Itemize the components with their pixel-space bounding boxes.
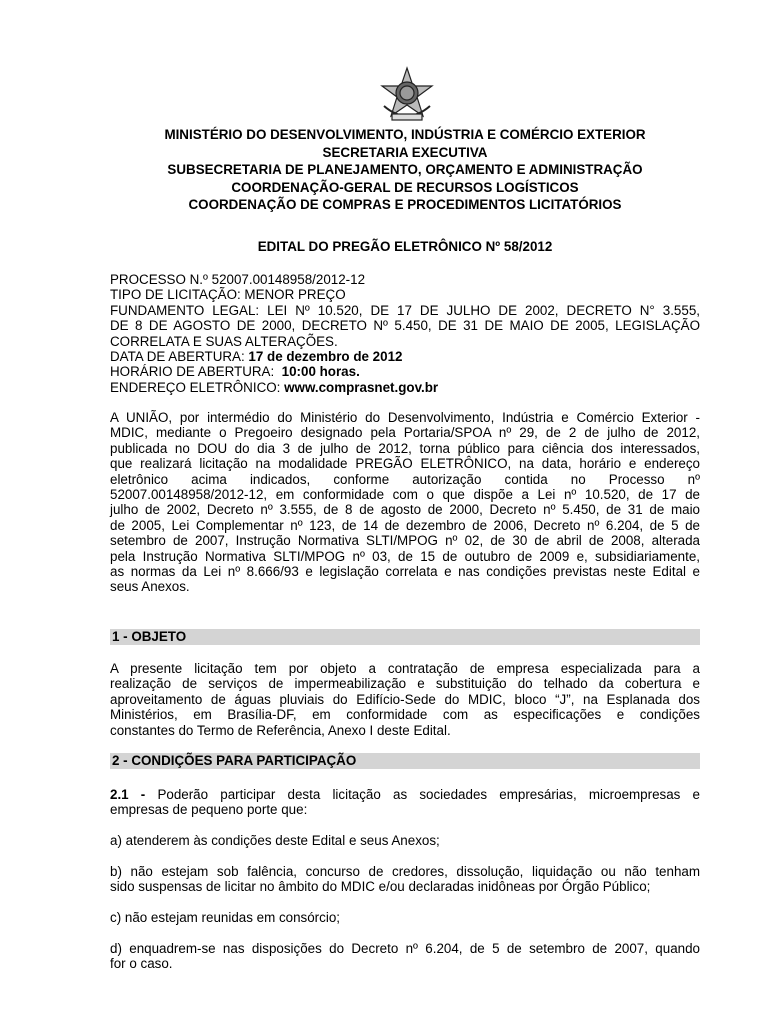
intro-line: julho de 2002, Decreto nº 3.555, de 8 de agosto de 2000, Decreto nº 5.450, de 31 de maio: [110, 502, 700, 518]
electronic-address-value[interactable]: www.comprasnet.gov.br: [284, 379, 439, 395]
objeto-line: A presente licitação tem por objeto a contratação de empresa especializada para a: [110, 661, 700, 676]
legal-basis-line: FUNDAMENTO LEGAL: LEI Nº 10.520, DE 17 DE JULHO DE 2002, DECRETO N° 3.555,: [110, 302, 700, 318]
condition-a: [110, 833, 700, 848]
item-2-1-line: 2.1 - Poderão participar desta licitação as sociedades empresárias, microempresas e: [110, 787, 700, 802]
legal-basis-line: CORRELATA E SUAS ALTERAÇÕES.: [110, 333, 338, 349]
condition-d-line: d) enquadrem-se nas disposições do Decreto nº 6.204, de 5 de setembro de 2007, quando: [110, 941, 700, 956]
intro-line: 52007.00148958/2012-12, em conformidade com o que dispõe a Lei nº 10.520, de 17 de: [110, 487, 700, 503]
intro-line: eletrônico acima indicados, conforme autorização contida no Processo nº: [110, 471, 700, 487]
intro-line: setembro de 2007, Instrução Normativa SLTI/MPOG nº 02, de 30 de abril de 2008, alterada: [110, 533, 700, 549]
intro-line: que realizará licitação na modalidade PREGÃO ELETRÔNICO, na data, horário e endereço: [110, 456, 700, 472]
document-header: [110, 126, 700, 214]
condition-b: [110, 864, 700, 895]
secretariat-name: SECRETARIA EXECUTIVA: [322, 144, 488, 160]
process-info: [110, 272, 700, 395]
opening-time: HORÁRIO DE ABERTURA: 10:00 horas.: [110, 364, 360, 380]
intro-line: MDIC, mediante o Pregoeiro designado pela Portaria/SPOA nº 29, de 2 de julho de 2012,: [110, 425, 700, 441]
intro-line: pela Instrução Normativa SLTI/MPOG nº 03, de 15 de outubro de 2009 e, subsidiariamente,: [110, 548, 700, 564]
coordination-name: COORDENAÇÃO DE COMPRAS E PROCEDIMENTOS LICITATÓRIOS: [188, 197, 622, 212]
intro-line: A UNIÃO, por intermédio do Ministério do Desenvolvimento, Indústria e Comércio Exterior -: [110, 410, 700, 425]
section-heading-participacao: 2 - CONDIÇÕES PARA PARTICIPAÇÃO: [110, 753, 700, 769]
brazil-coat-of-arms-icon: [378, 66, 436, 124]
condition-c-text: c) não estejam reunidas em consórcio;: [110, 910, 340, 925]
condition-b-line: b) não estejam sob falência, concurso de credores, dissolução, liquidação ou não tenham: [110, 864, 700, 879]
opening-time-value: 10:00 horas.: [281, 364, 360, 380]
condition-d: [110, 941, 700, 972]
condition-a-text: a) atenderem às condições deste Edital e seus Anexos;: [110, 833, 440, 848]
objeto-line: Ministérios, em Brasília-DF, em conformidade com as especificações e condições: [110, 707, 700, 723]
coordination-general-name: COORDENAÇÃO-GERAL DE RECURSOS LOGÍSTICOS: [231, 179, 579, 195]
opening-date-value: 17 de dezembro de 2012: [248, 349, 403, 365]
process-number: PROCESSO N.º 52007.00148958/2012-12: [110, 272, 366, 287]
intro-line: de 2005, Lei Complementar nº 123, de 14 de dezembro de 2006, Decreto nº 6.204, de 5 de: [110, 517, 700, 533]
document-title: EDITAL DO PREGÃO ELETRÔNICO Nº 58/2012: [257, 239, 553, 254]
electronic-address: ENDEREÇO ELETRÔNICO: www.comprasnet.gov.br: [110, 379, 439, 395]
opening-date: DATA DE ABERTURA: 17 de dezembro de 2012: [110, 349, 403, 365]
intro-line: publicada no DOU do dia 3 de julho de 2012, torna público para ciência dos interessados,: [110, 440, 700, 456]
objeto-line: aproveitamento de águas pluviais do Edifício-Sede do MDIC, bloco “J”, na Esplanada dos: [110, 691, 700, 707]
legal-basis-line: DE 8 DE AGOSTO DE 2000, DECRETO Nº 5.450, DE 31 DE MAIO DE 2005, LEGISLAÇÃO: [110, 318, 700, 334]
bidding-type: TIPO DE LICITAÇÃO: MENOR PREÇO: [110, 287, 346, 303]
ministry-name: MINISTÉRIO DO DESENVOLVIMENTO, INDÚSTRIA E COMÉRCIO EXTERIOR: [164, 127, 646, 142]
intro-paragraph: [110, 410, 700, 595]
subsecretariat-name: SUBSECRETARIA DE PLANEJAMENTO, ORÇAMENTO E ADMINISTRAÇÃO: [167, 162, 643, 177]
section-objeto-paragraph: [110, 661, 700, 738]
section-heading-objeto: 1 - OBJETO: [110, 629, 700, 645]
condition-b-line: sido suspensas de licitar no âmbito do MDIC e/ou declaradas inidôneas por Órgão Público;: [110, 879, 651, 895]
objeto-line: realização de serviços de impermeabilização e substituição do telhado da cobertura e: [110, 676, 700, 692]
objeto-line: constantes do Termo de Referência, Anexo I deste Edital.: [110, 722, 451, 738]
item-2-1: [110, 787, 700, 818]
intro-line: as normas da Lei nº 8.666/93 e legislação correlata e nas condições previstas neste Edital e: [110, 564, 700, 580]
condition-c: [110, 910, 700, 925]
item-number: 2.1 -: [110, 787, 146, 802]
item-2-1-line: empresas de pequeno porte que:: [110, 802, 308, 818]
condition-d-line: for o caso.: [110, 956, 173, 972]
intro-line: seus Anexos.: [110, 579, 190, 595]
